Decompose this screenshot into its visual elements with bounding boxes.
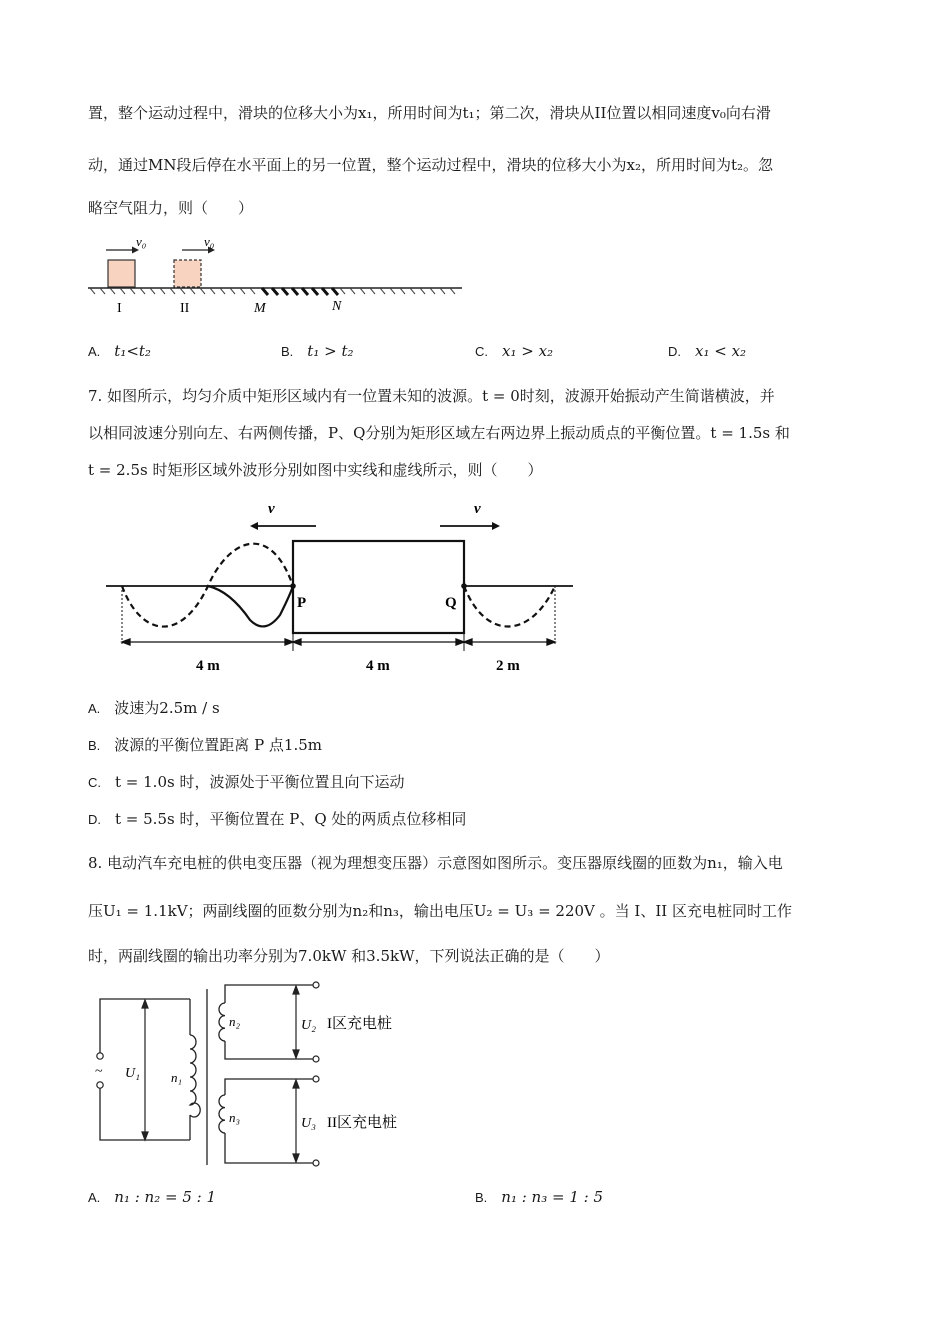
ac-source-symbol: ~ [95,1064,103,1079]
option-label: A. [88,1190,101,1205]
terminal-2-top [313,1076,319,1082]
option-text: n₁ : n₂ = 5 : 1 [114,1188,217,1206]
slider-block-position-1 [108,260,135,287]
option-label: B. [475,1190,488,1205]
point-n-label: N [332,299,342,314]
q6-stem-line-3: 略空气阻力，则（ ） [88,199,254,217]
terminal-1-top [313,982,319,988]
q8-transformer-figure [85,975,425,1175]
dimension-lines [122,639,555,645]
option-label: A. [88,701,101,716]
secondary-coil-2 [219,1095,225,1133]
velocity-arrow-left [250,522,316,530]
n1-label: n₁ [171,1070,183,1085]
rough-segment-mn [262,288,338,295]
option-label: D. [88,812,101,827]
q7-stem-line-3: t = 2.5s 时矩形区域外波形分别如图中实线和虚线所示，则（ ） [88,461,543,479]
option-label: C. [475,344,488,359]
u1-arrow [142,1000,148,1140]
zone-2-label: II区充电桩 [327,1115,397,1131]
velocity-label-right: v [474,501,481,517]
v0-label-2: v₀ [204,234,215,249]
q6-option-c[interactable] [475,342,553,360]
velocity-label-left: v [268,501,275,517]
zone-1-label: I区充电桩 [327,1016,392,1032]
q7-option-d[interactable] [88,808,466,829]
q6-option-b[interactable] [281,342,353,360]
u2-arrow [293,986,299,1058]
q7-option-b[interactable] [88,734,322,755]
input-terminal-top [97,1053,103,1059]
distance-label-middle: 4 m [366,658,390,674]
option-text: n₁ : n₃ = 1 : 5 [501,1188,604,1206]
option-text: t = 1.0s 时，波源处于平衡位置且向下运动 [115,773,405,791]
u3-arrow [293,1080,299,1162]
q8-option-a[interactable] [88,1188,216,1206]
dashed-wave-right [464,586,555,627]
option-text: t₁ > t₂ [307,342,354,360]
point-q [461,583,467,589]
option-label: C. [88,775,101,790]
option-text: 波源的平衡位置距离 P 点1.5m [114,736,323,754]
v0-label-1: v₀ [136,234,147,249]
option-text: t₁<t₂ [114,342,151,360]
solid-wave-left [208,586,293,626]
q7-stem-line-1: 7. 如图所示，均匀介质中矩形区域内有一位置未知的波源。t = 0时刻，波源开始振动产生简谐横波，并 [88,387,775,405]
u3-label: U₃ [301,1116,316,1131]
point-m-label: M [254,301,266,316]
option-text: x₁ > x₂ [502,342,554,360]
terminal-2-bottom [313,1160,319,1166]
n3-label: n₃ [229,1110,241,1125]
q6-stem-line-2: 动，通过MN段后停在水平面上的另一位置，整个运动过程中，滑块的位移大小为x₂，所用时间为t₂。忽 [88,156,774,174]
input-terminal-bottom [97,1082,103,1088]
position-label-1: I [117,301,122,316]
q8-stem-line-3: 时，两副线圈的输出功率分别为7.0kW 和3.5kW，下列说法正确的是（ ） [88,947,610,965]
u2-label: U₂ [301,1018,316,1033]
u1-label: U₁ [125,1066,140,1081]
point-p [290,583,296,589]
q7-option-a[interactable] [88,697,220,718]
q8-stem-line-1: 8. 电动汽车充电桩的供电变压器（视为理想变压器）示意图如图所示。变压器原线圈的匝数为n₁，输入电 [88,854,783,872]
distance-label-left: 4 m [196,658,220,674]
option-text: 波速为2.5m / s [114,699,220,717]
point-q-label: Q [445,595,457,611]
terminal-1-bottom [313,1056,319,1062]
point-p-label: P [297,595,307,611]
option-label: A. [88,344,101,359]
option-label: D. [668,344,681,359]
option-label: B. [281,344,294,359]
q6-slider-figure [82,228,472,318]
option-label: B. [88,738,101,753]
q7-option-c[interactable] [88,771,404,792]
n2-label: n₂ [229,1014,241,1029]
velocity-arrow-right [440,522,500,530]
q6-option-d[interactable] [668,342,746,360]
primary-coil [190,1035,200,1117]
distance-label-right: 2 m [496,658,520,674]
rectangle-region [293,541,464,633]
option-text: x₁ < x₂ [695,342,747,360]
q8-stem-line-2: 压U₁ = 1.1kV；两副线圈的匝数分别为n₂和n₃，输出电压U₂ = U₃ = 220V 。当 I、II 区充电桩同时工作 [88,902,792,920]
q7-wave-figure [100,495,580,685]
option-text: t = 5.5s 时，平衡位置在 P、Q 处的两质点位移相同 [115,810,467,828]
q8-option-b[interactable] [475,1188,603,1206]
secondary-coil-1 [219,1003,225,1041]
q6-option-a[interactable] [88,342,151,360]
velocity-arrow-1 [106,247,139,254]
q7-stem-line-2: 以相同波速分别向左、右两侧传播，P、Q分别为矩形区域左右两边界上振动质点的平衡位置。t = 1.5s 和 [88,424,790,442]
position-label-2: II [180,301,190,316]
q6-stem-line-1: 置，整个运动过程中，滑块的位移大小为x₁，所用时间为t₁；第二次，滑块从II位置以相同速度v₀向右滑 [88,104,771,122]
slider-block-position-2 [174,260,201,287]
